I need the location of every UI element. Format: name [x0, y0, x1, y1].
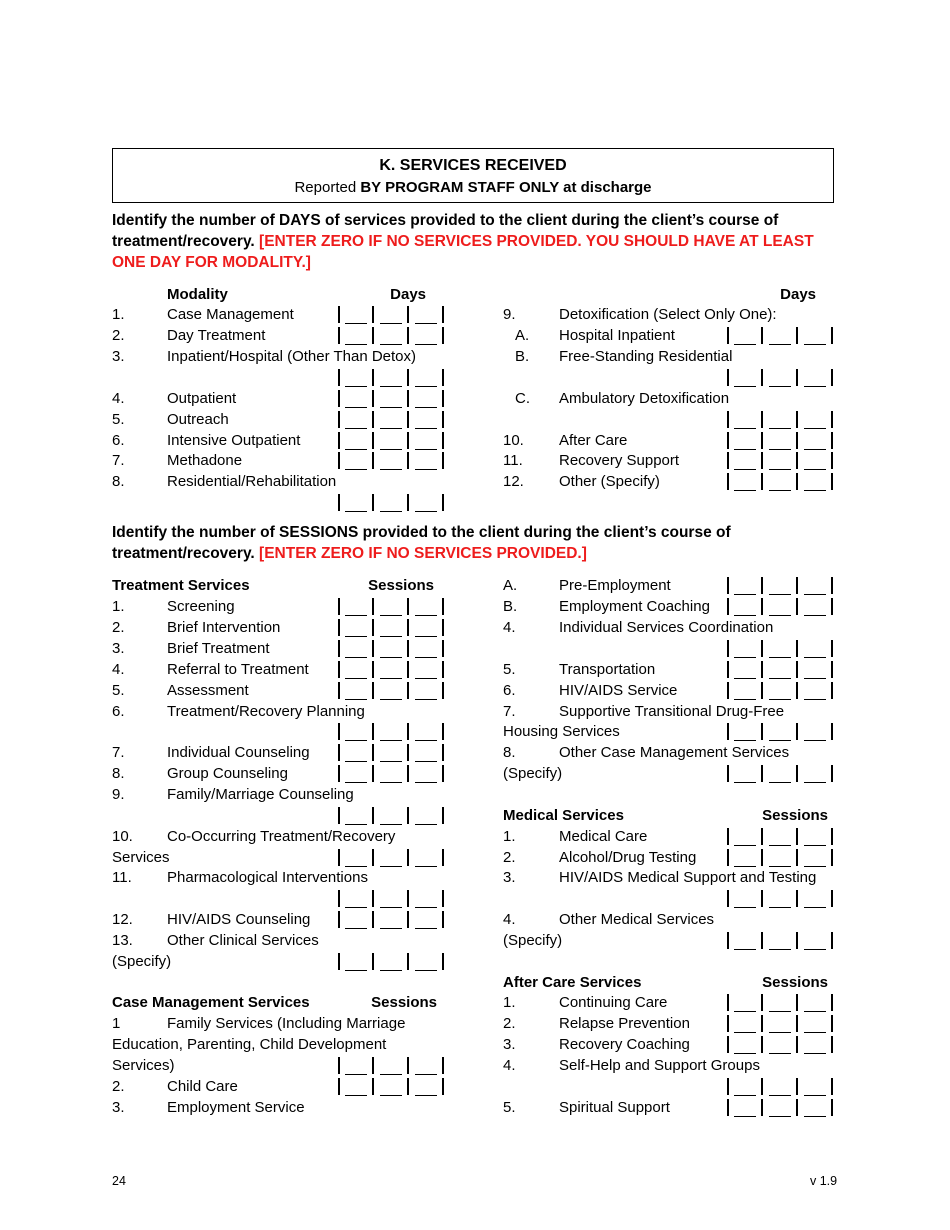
after-care-header: After Care Services [503, 974, 642, 991]
ac-self-help-label: Self-Help and Support Groups [559, 1057, 760, 1074]
tx-brief-intervention-label: Brief Intervention [167, 619, 281, 636]
tx-pharmacological-label: Pharmacological Interventions [167, 869, 368, 886]
days-ambulatory-label: Ambulatory Detoxification [559, 390, 730, 407]
tx-other-clinical-entry-box[interactable] [338, 952, 444, 971]
cm-child-care-label: Child Care [167, 1078, 238, 1095]
med-hiv-support-label: HIV/AIDS Medical Support and Testing [559, 869, 817, 886]
days-outreach-label: Outreach [167, 411, 229, 428]
cm-pre-employment-entry-box[interactable] [727, 576, 833, 595]
tx-assessment-number: 5. [112, 682, 125, 699]
days-after-care-label: After Care [559, 432, 628, 449]
sessions-header: Sessions [368, 577, 434, 594]
ac-continuing-care-number: 1. [503, 994, 516, 1011]
med-drug-testing-number: 2. [503, 849, 516, 866]
ac-relapse-prevention-number: 2. [503, 1015, 516, 1032]
version-label: v 1.9 [810, 1174, 838, 1188]
days-intensive-outpatient-label: Intensive Outpatient [167, 432, 301, 449]
cm-family-services-number: 1 [112, 1015, 121, 1032]
days-hospital-inpatient-number: A. [515, 327, 530, 344]
tx-pharmacological-entry-box[interactable] [338, 889, 444, 908]
days-inpatient-hospital-number: 3. [112, 348, 125, 365]
med-hiv-support-entry-box[interactable] [727, 889, 833, 908]
days-instruction: Identify the number of DAYS of services provided to the client during the client’s course of treatment/recovery. [ENTER ZERO IF NO SERVICES PROVIDED. YOU SHOULD HAVE AT LEAST ONE DAY FOR MODALITY.] [112, 212, 814, 271]
days-free-standing-entry-box[interactable] [727, 368, 833, 387]
days-free-standing-label: Free-Standing Residential [559, 348, 733, 365]
cm-transportation-label: Transportation [559, 661, 656, 678]
days-case-management-entry-box[interactable] [338, 305, 444, 324]
cm-child-care-entry-box[interactable] [338, 1077, 444, 1096]
cm-housing-cont: Housing Services [503, 723, 620, 740]
days-residential-rehab-label: Residential/Rehabilitation [167, 473, 337, 490]
tx-individual-counseling-label: Individual Counseling [167, 744, 310, 761]
days-day-treatment-number: 2. [112, 327, 125, 344]
days-after-care-entry-box[interactable] [727, 431, 833, 450]
med-medical-care-entry-box[interactable] [727, 827, 833, 846]
tx-assessment-entry-box[interactable] [338, 681, 444, 700]
days-header: Days [780, 286, 816, 303]
tx-family-counseling-number: 9. [112, 786, 125, 803]
cm-employment-service-label: Employment Service [167, 1099, 305, 1116]
ac-spiritual-support-entry-box[interactable] [727, 1098, 833, 1117]
days-outpatient-label: Outpatient [167, 390, 237, 407]
tx-brief-intervention-number: 2. [112, 619, 125, 636]
section-title: K. SERVICES RECEIVED [379, 157, 567, 174]
days-outreach-entry-box[interactable] [338, 410, 444, 429]
tx-brief-treatment-label: Brief Treatment [167, 640, 270, 657]
tx-co-occurring-label: Co-Occurring Treatment/Recovery [167, 828, 396, 845]
ac-continuing-care-label: Continuing Care [559, 994, 668, 1011]
tx-other-clinical-number: 13. [112, 932, 133, 949]
ac-recovery-coaching-number: 3. [503, 1036, 516, 1053]
tx-co-occurring-number: 10. [112, 828, 133, 845]
medical-services-header: Medical Services [503, 807, 624, 824]
cm-pre-employment-number: A. [503, 577, 518, 594]
days-case-management-label: Case Management [167, 306, 294, 323]
cm-child-care-number: 2. [112, 1078, 125, 1095]
cm-housing-label: Supportive Transitional Drug-Free [559, 703, 785, 720]
tx-brief-treatment-number: 3. [112, 640, 125, 657]
cm-family-services-cont: Education, Parenting, Child Development [112, 1036, 387, 1053]
med-hiv-support-number: 3. [503, 869, 516, 886]
tx-family-counseling-label: Family/Marriage Counseling [167, 786, 354, 803]
tx-group-counseling-number: 8. [112, 765, 125, 782]
med-drug-testing-label: Alcohol/Drug Testing [559, 849, 697, 866]
days-free-standing-number: B. [515, 348, 530, 365]
days-methadone-label: Methadone [167, 452, 243, 469]
cm-other-cont: (Specify) [503, 765, 563, 782]
modality-header: Modality [167, 286, 228, 303]
days-recovery-support-number: 11. [503, 452, 523, 469]
days-methadone-number: 7. [112, 452, 125, 469]
tx-individual-counseling-entry-box[interactable] [338, 743, 444, 762]
cm-employment-coaching-label: Employment Coaching [559, 598, 710, 615]
med-medical-care-number: 1. [503, 828, 516, 845]
case-management-header: Case Management Services [112, 994, 310, 1011]
days-inpatient-hospital-entry-box[interactable] [338, 368, 444, 387]
med-drug-testing-entry-box[interactable] [727, 848, 833, 867]
tx-screening-number: 1. [112, 598, 125, 615]
med-other-cont: (Specify) [503, 932, 563, 949]
tx-screening-label: Screening [167, 598, 235, 615]
sessions-header: Sessions [762, 807, 828, 824]
days-methadone-entry-box[interactable] [338, 451, 444, 470]
tx-co-occurring-entry-box[interactable] [338, 848, 444, 867]
tx-pharmacological-number: 11. [112, 869, 132, 886]
days-outpatient-number: 4. [112, 390, 125, 407]
ac-relapse-prevention-label: Relapse Prevention [559, 1015, 690, 1032]
ac-recovery-coaching-label: Recovery Coaching [559, 1036, 690, 1053]
days-day-treatment-label: Day Treatment [167, 327, 266, 344]
cm-other-label: Other Case Management Services [559, 744, 790, 761]
days-residential-rehab-number: 8. [112, 473, 125, 490]
med-other-label: Other Medical Services [559, 911, 715, 928]
cm-employment-coaching-number: B. [503, 598, 518, 615]
days-other-label: Other (Specify) [559, 473, 660, 490]
cm-hiv-service-entry-box[interactable] [727, 681, 833, 700]
days-ambulatory-entry-box[interactable] [727, 410, 833, 429]
sessions-header: Sessions [371, 994, 437, 1011]
days-ambulatory-number: C. [515, 390, 530, 407]
med-other-number: 4. [503, 911, 516, 928]
tx-brief-treatment-entry-box[interactable] [338, 639, 444, 658]
cm-pre-employment-label: Pre-Employment [559, 577, 671, 594]
cm-other-entry-box[interactable] [727, 764, 833, 783]
days-after-care-number: 10. [503, 432, 524, 449]
tx-hiv-counseling-entry-box[interactable] [338, 910, 444, 929]
tx-other-clinical-label: Other Clinical Services [167, 932, 319, 949]
tx-referral-to-treatment-label: Referral to Treatment [167, 661, 309, 678]
days-intensive-outpatient-entry-box[interactable] [338, 431, 444, 450]
cm-individual-coordination-entry-box[interactable] [727, 639, 833, 658]
ac-self-help-entry-box[interactable] [727, 1077, 833, 1096]
days-residential-rehab-entry-box[interactable] [338, 493, 444, 512]
cm-hiv-service-label: HIV/AIDS Service [559, 682, 678, 699]
tx-group-counseling-label: Group Counseling [167, 765, 288, 782]
ac-spiritual-support-label: Spiritual Support [559, 1099, 670, 1116]
cm-family-services-cont: Services) [112, 1057, 175, 1074]
days-other-entry-box[interactable] [727, 472, 833, 491]
cm-individual-coordination-number: 4. [503, 619, 516, 636]
tx-treatment-planning-number: 6. [112, 703, 125, 720]
days-detoxification-label: Detoxification (Select Only One): [559, 306, 777, 323]
days-detoxification-number: 9. [503, 306, 516, 323]
cm-family-services-entry-box[interactable] [338, 1056, 444, 1075]
cm-employment-service-number: 3. [112, 1099, 125, 1116]
ac-spiritual-support-number: 5. [503, 1099, 516, 1116]
tx-hiv-counseling-label: HIV/AIDS Counseling [167, 911, 311, 928]
tx-assessment-label: Assessment [167, 682, 249, 699]
cm-other-number: 8. [503, 744, 516, 761]
days-intensive-outpatient-number: 6. [112, 432, 125, 449]
med-medical-care-label: Medical Care [559, 828, 648, 845]
cm-transportation-entry-box[interactable] [727, 660, 833, 679]
section-subtitle: Reported BY PROGRAM STAFF ONLY at discharge [294, 179, 652, 196]
tx-co-occurring-cont: Services [112, 849, 170, 866]
ac-recovery-coaching-entry-box[interactable] [727, 1035, 833, 1054]
page-number: 24 [112, 1174, 126, 1188]
tx-referral-to-treatment-entry-box[interactable] [338, 660, 444, 679]
ac-relapse-prevention-entry-box[interactable] [727, 1014, 833, 1033]
days-hospital-inpatient-entry-box[interactable] [727, 326, 833, 345]
ac-continuing-care-entry-box[interactable] [727, 993, 833, 1012]
days-outreach-number: 5. [112, 411, 125, 428]
days-day-treatment-entry-box[interactable] [338, 326, 444, 345]
days-recovery-support-label: Recovery Support [559, 452, 680, 469]
med-other-entry-box[interactable] [727, 931, 833, 950]
days-case-management-number: 1. [112, 306, 125, 323]
tx-referral-to-treatment-number: 4. [112, 661, 125, 678]
tx-family-counseling-entry-box[interactable] [338, 806, 444, 825]
tx-treatment-planning-entry-box[interactable] [338, 722, 444, 741]
cm-transportation-number: 5. [503, 661, 516, 678]
cm-housing-entry-box[interactable] [727, 722, 833, 741]
section-header-box [112, 148, 834, 203]
days-outpatient-entry-box[interactable] [338, 389, 444, 408]
cm-employment-coaching-entry-box[interactable] [727, 597, 833, 616]
tx-treatment-planning-label: Treatment/Recovery Planning [167, 703, 365, 720]
tx-hiv-counseling-number: 12. [112, 911, 133, 928]
tx-screening-entry-box[interactable] [338, 597, 444, 616]
sessions-header: Sessions [762, 974, 828, 991]
days-hospital-inpatient-label: Hospital Inpatient [559, 327, 675, 344]
ac-self-help-number: 4. [503, 1057, 516, 1074]
tx-group-counseling-entry-box[interactable] [338, 764, 444, 783]
tx-other-clinical-cont: (Specify) [112, 953, 172, 970]
days-recovery-support-entry-box[interactable] [727, 451, 833, 470]
sessions-instruction: Identify the number of SESSIONS provided to the client during the client’s course of treatment/recovery. [ENTER ZERO IF NO SERVICES PROVIDED.] [112, 524, 731, 562]
cm-housing-number: 7. [503, 703, 516, 720]
cm-family-services-label: Family Services (Including Marriage [167, 1015, 406, 1032]
days-inpatient-hospital-label: Inpatient/Hospital (Other Than Detox) [167, 348, 417, 365]
cm-hiv-service-number: 6. [503, 682, 516, 699]
days-other-number: 12. [503, 473, 524, 490]
treatment-services-header: Treatment Services [112, 577, 250, 594]
days-header: Days [390, 286, 426, 303]
cm-individual-coordination-label: Individual Services Coordination [559, 619, 774, 636]
tx-individual-counseling-number: 7. [112, 744, 125, 761]
tx-brief-intervention-entry-box[interactable] [338, 618, 444, 637]
